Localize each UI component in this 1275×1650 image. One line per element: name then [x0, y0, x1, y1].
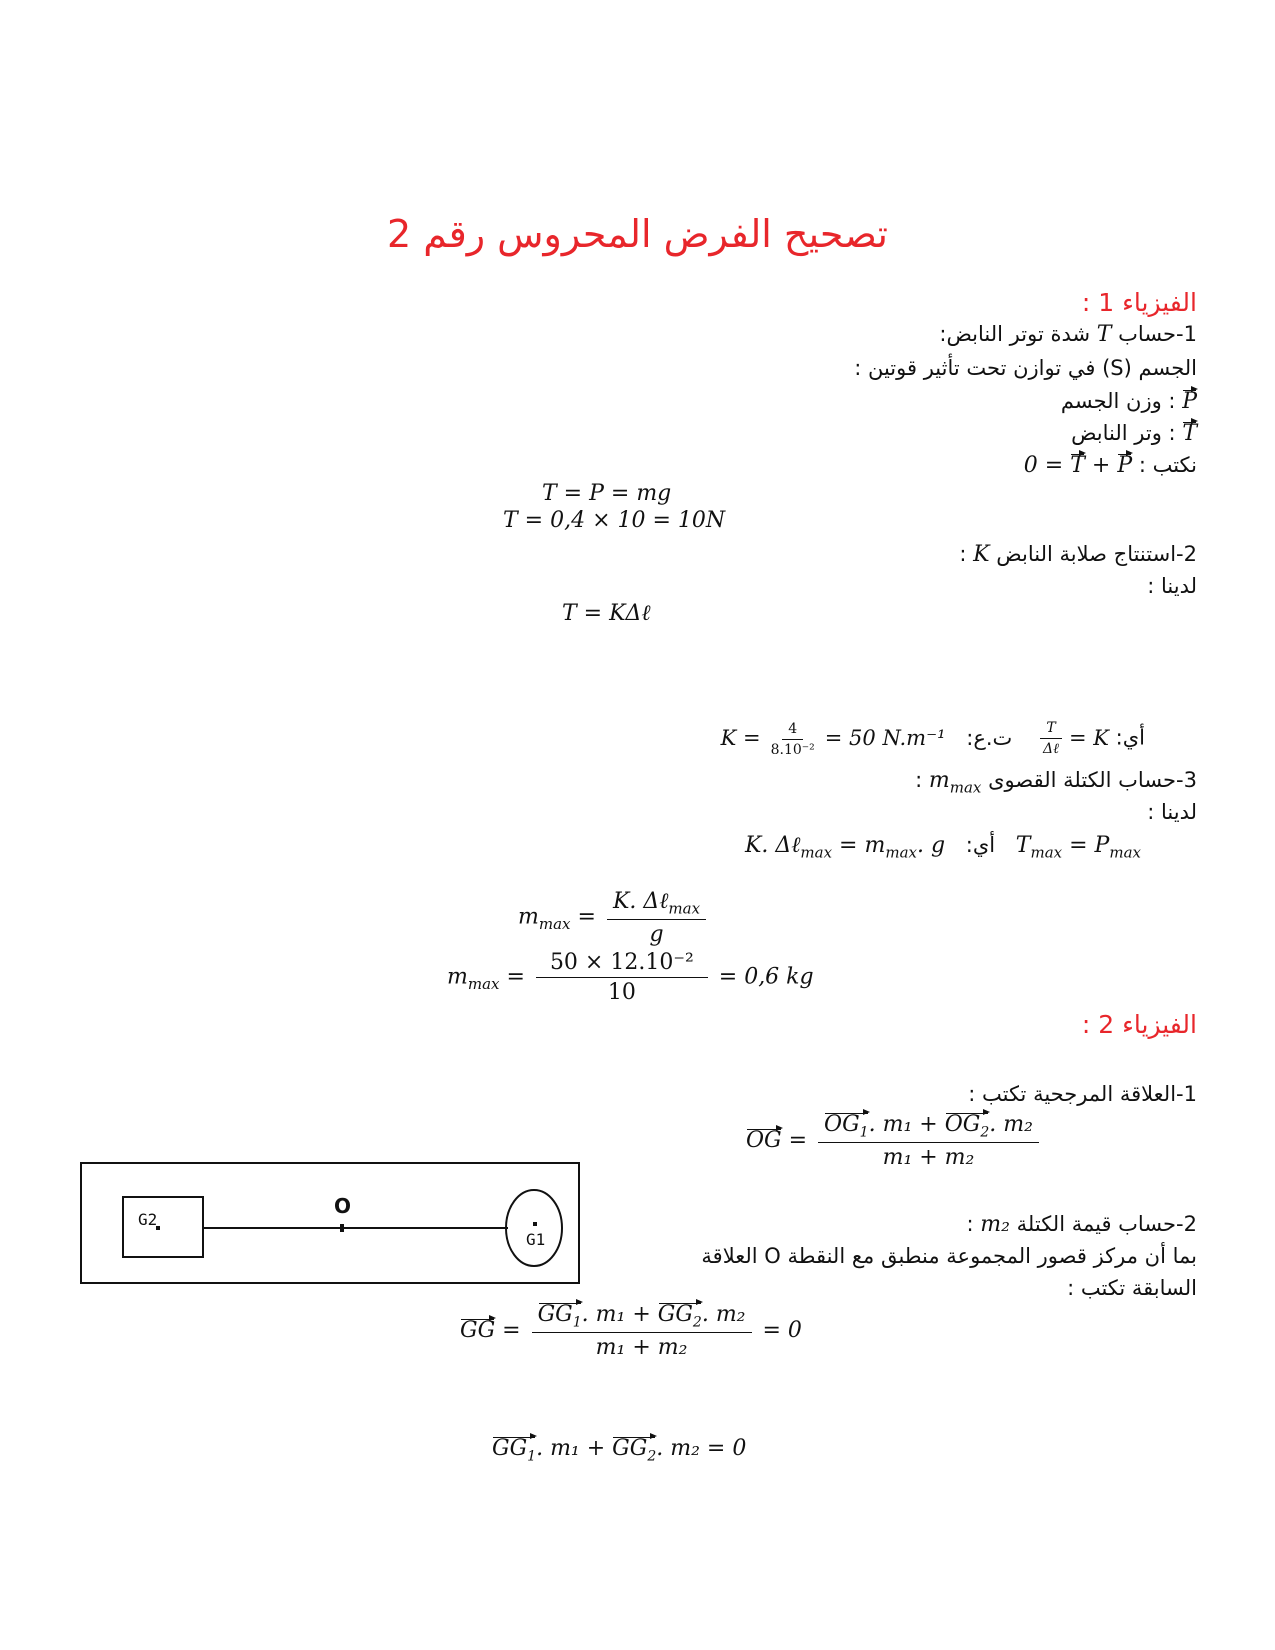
p2-q2-line: 2-حساب قيمة الكتلة m₂ : — [966, 1212, 1197, 1237]
we-have-line: لدينا : — [1147, 574, 1197, 598]
write-label: نكتب : — [1138, 453, 1197, 477]
K-formula: K = $\frac{T}{\text{Δℓ}}$ — [1026, 726, 1109, 750]
tension-line — [1071, 421, 1197, 446]
label-O: O — [334, 1194, 352, 1218]
physics1-heading: الفيزياء 1 : — [1081, 288, 1197, 317]
q1-line — [939, 322, 1197, 347]
ie-label: أي: — [1115, 725, 1145, 750]
mmax-formula: $m_{max}$ = $\frac{K. \Delta\ell_{max}}{g}$ — [518, 888, 710, 947]
q3-line: 3-حساب الكتلة القصوى $m_{max}$ : — [915, 768, 1197, 797]
weight-line — [1061, 389, 1197, 414]
vector-sum-line — [1024, 453, 1197, 478]
eq-T-Kdl: T = KΔℓ — [562, 601, 651, 626]
kdl-eq: K. Δℓ$_{max}$ = $m_{max}$. g — [744, 833, 946, 862]
q3-prefix: 3-حساب الكتلة القصوى — [988, 768, 1197, 792]
gg-formula: GG = $\frac{GG_1. m_1 + GG_2. m_2}{\text{m₁ + m₂}}$ = 0 — [460, 1302, 802, 1361]
final-equation: $GG_1$. $m_1 + GG_2$. m₂ = 0 — [492, 1436, 747, 1465]
we-have-line-2: لدينا : — [1147, 800, 1197, 824]
point-O-mark — [340, 1224, 344, 1232]
vec-P: P — [1182, 389, 1197, 414]
K-result: K = $\frac{4}{\text{8.10⁻²}}$ = 50 N.m⁻¹ — [720, 720, 946, 758]
page-title: تصحيح الفرض المحروس رقم 2 — [387, 212, 888, 256]
sym-m2: m₂ — [980, 1212, 1010, 1237]
mmax-numeric: $m_{max}$ = $\frac{\text{50 × 12.10⁻²}}{10}$ = 0,6 kg — [447, 950, 814, 1005]
eq-T-value: T = 0,4 × 10 = 10N — [503, 508, 726, 533]
Tmax-eq: $T_{max} = P_{max}$ — [1015, 833, 1141, 862]
physics2-heading: الفيزياء 2 : — [1081, 1010, 1197, 1039]
barycenter-formula: OG = $\frac{OG_1. m_1 + OG_2. m_2}{\text{m₁ + m₂}}$ — [746, 1112, 1043, 1170]
sym-T: T — [1096, 322, 1112, 347]
vec-T: T — [1182, 421, 1197, 446]
eq-T-P-mg: T = P = mg — [542, 481, 672, 506]
numeric-app-label: ت.ع: — [966, 725, 1013, 750]
K-line — [721, 720, 1145, 758]
body-equilibrium-line: الجسم (S) في توازن تحت تأثير قوتين : — [854, 356, 1197, 380]
sym-K: K — [973, 542, 990, 567]
tension-label: : وتر النابض — [1071, 421, 1176, 445]
since-line-2: السابقة تكتب : — [1067, 1276, 1197, 1300]
p2-q1-line: 1-العلاقة المرجحية تكتب : — [968, 1082, 1197, 1106]
label-G2: G2 — [138, 1210, 158, 1229]
q1-suffix: شدة توتر النابض: — [939, 322, 1091, 346]
mass-G2-box — [123, 1197, 203, 1257]
ie-label-2: أي: — [965, 833, 996, 857]
since-line-1: بما أن مركز قصور المجموعة منطبق مع النقطة O العلاقة — [701, 1244, 1197, 1268]
Tmax-line — [745, 832, 1141, 861]
system-diagram — [80, 1162, 580, 1284]
weight-label: : وزن الجسم — [1060, 389, 1176, 413]
label-G1: G1 — [526, 1230, 546, 1249]
q2-prefix: 2-استنتاج صلابة النابض — [996, 542, 1197, 566]
sym-mmax: $m_{max}$ — [928, 768, 982, 797]
q2-line: 2-استنتاج صلابة النابض K : — [959, 542, 1197, 567]
point-G1-mark — [533, 1222, 537, 1226]
mass-G1-ellipse — [506, 1190, 562, 1266]
q1-prefix: 1-حساب — [1118, 322, 1197, 346]
vector-sum-eq: P + T = 0 — [1023, 453, 1133, 478]
